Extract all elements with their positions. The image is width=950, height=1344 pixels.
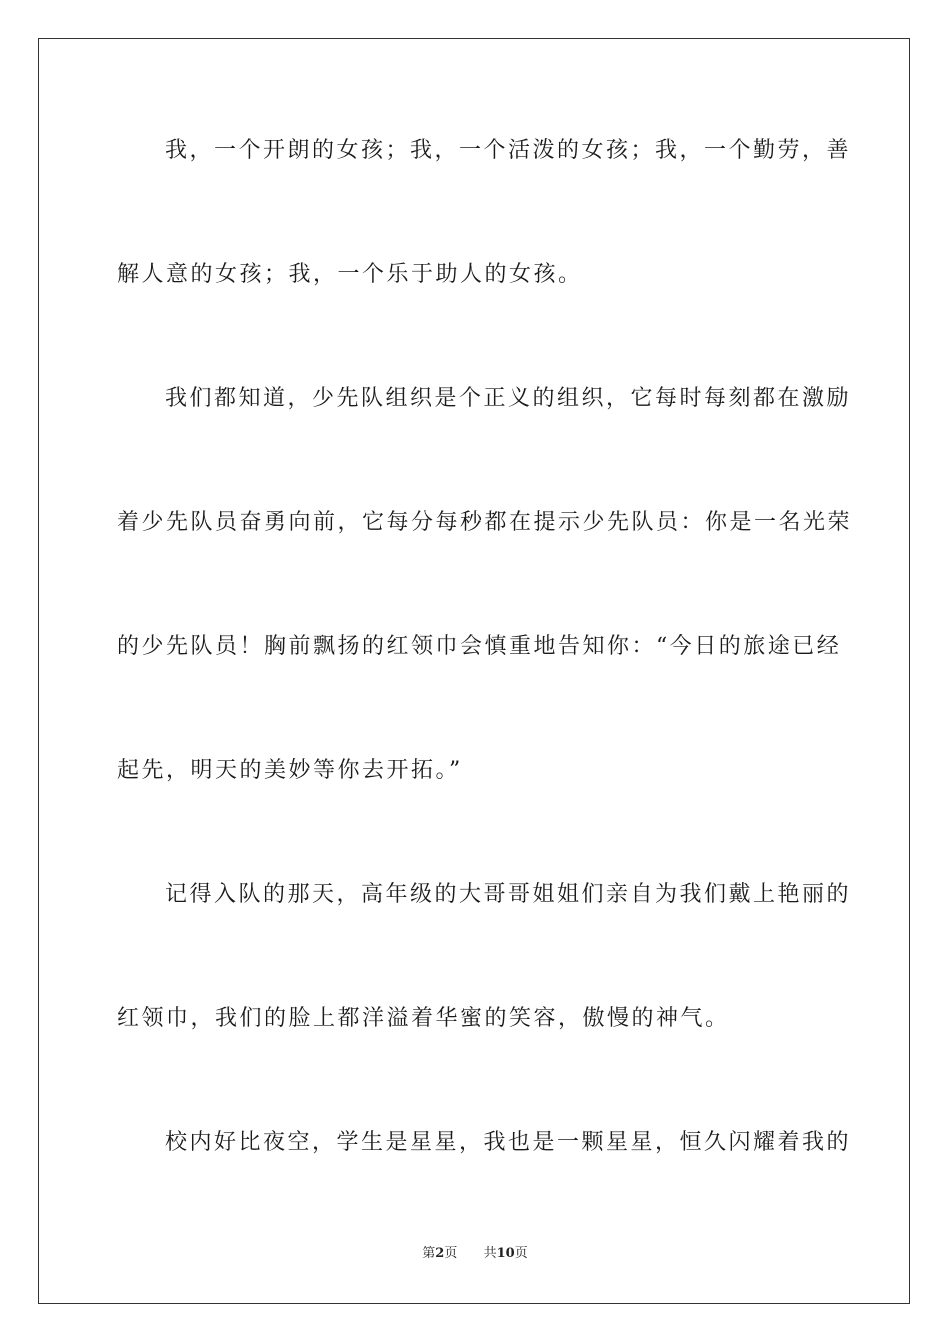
paragraph-2-line-3: 的少先队员！胸前飘扬的红领巾会慎重地告知你：“今日的旅途已经 bbox=[117, 634, 842, 659]
paragraph-1-line-1: 我，一个开朗的女孩；我，一个活泼的女孩；我，一个勤劳，善 bbox=[165, 138, 852, 163]
page-current: 2 bbox=[435, 1246, 445, 1261]
total-prefix: 共 bbox=[483, 1246, 497, 1261]
paragraph-3-line-2: 红领巾，我们的脸上都洋溢着华蜜的笑容，傲慢的神气。 bbox=[117, 1006, 730, 1031]
paragraph-2-line-1: 我们都知道，少先队组织是个正义的组织，它每时每刻都在激励 bbox=[165, 386, 852, 411]
page-unit: 页 bbox=[444, 1246, 458, 1261]
page-border bbox=[38, 38, 910, 1304]
total-unit: 页 bbox=[514, 1246, 528, 1261]
paragraph-3-line-1: 记得入队的那天，高年级的大哥哥姐姐们亲自为我们戴上艳丽的 bbox=[165, 882, 852, 907]
paragraph-1-line-2: 解人意的女孩；我，一个乐于助人的女孩。 bbox=[117, 262, 583, 287]
paragraph-2-line-2: 着少先队员奋勇向前，它每分每秒都在提示少先队员：你是一名光荣 bbox=[117, 510, 853, 535]
paragraph-4-line-1: 校内好比夜空，学生是星星，我也是一颗星星，恒久闪耀着我的 bbox=[165, 1130, 852, 1155]
page-footer bbox=[0, 1245, 950, 1263]
paragraph-2-line-4: 起先，明天的美妙等你去开拓。” bbox=[117, 758, 463, 783]
page-prefix: 第 bbox=[422, 1246, 436, 1261]
page-total: 10 bbox=[496, 1246, 515, 1261]
